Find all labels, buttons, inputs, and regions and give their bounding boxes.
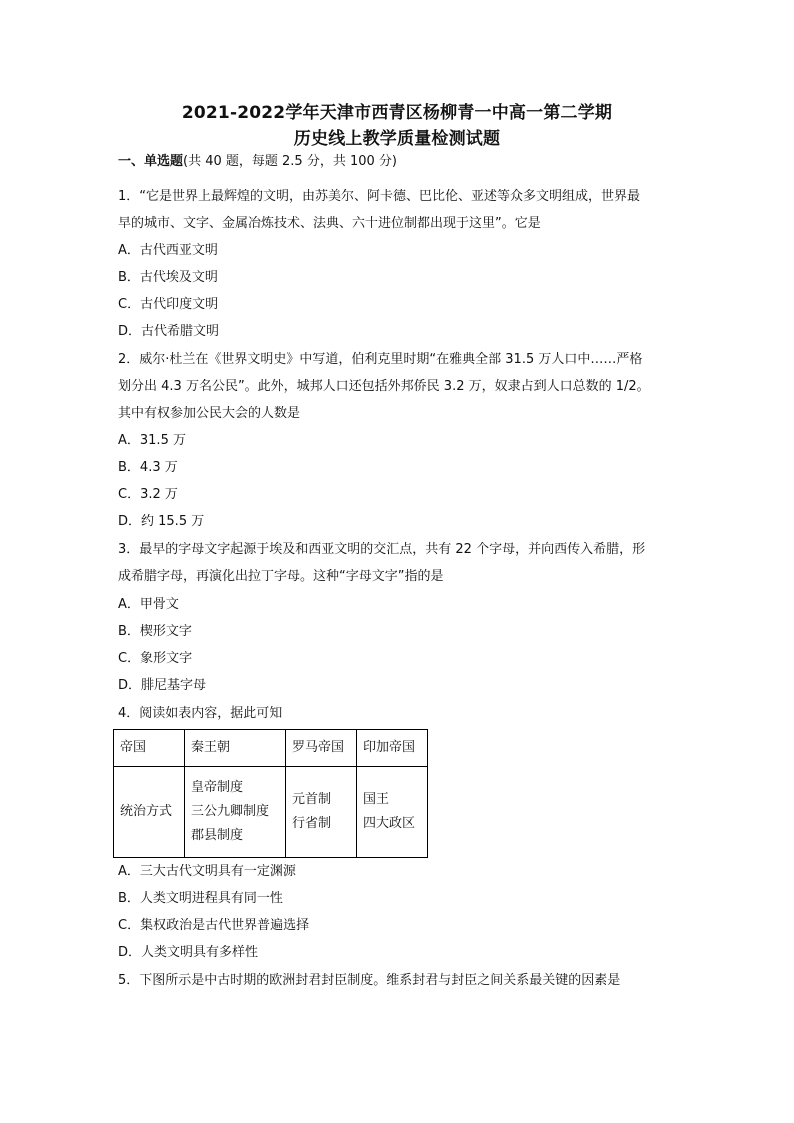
table-cell-line: 行省制 (292, 816, 332, 831)
question-3-option-a: A．甲骨文 (118, 597, 179, 612)
table-header-cell: 罗马帝国 (286, 730, 357, 767)
question-3-option-d: D．腓尼基字母 (118, 678, 207, 693)
table-cell-line: 三公九卿制度 (191, 804, 270, 819)
table-cell-line: 四大政区 (363, 816, 416, 831)
question-2-option-b: B．4.3 万 (118, 460, 178, 475)
question-1-option-a: A．古代西亚文明 (118, 243, 218, 258)
question-5-stem-line1: 5．下图所示是中古时期的欧洲封君封臣制度。维系封君与封臣之间关系最关键的因素是 (118, 973, 621, 988)
section-heading (118, 150, 397, 169)
question-3-option-c: C．象形文字 (118, 651, 193, 666)
exam-title-line2: 历史线上教学质量检测试题 (293, 129, 501, 149)
question-4-stem-line1: 4．阅读如表内容，据此可知 (118, 706, 283, 721)
question-3-stem-line2: 成希腊字母，再演化出拉丁字母。这种“字母文字”指的是 (118, 569, 444, 584)
question-2-option-c: C．3.2 万 (118, 487, 178, 502)
question-4-option-c: C．集权政治是古代世界普遍选择 (118, 918, 310, 933)
question-2-stem-line1: 2．威尔·杜兰在《世界文明史》中写道，伯利克里时期“在雅典全部 31.5 万人口中……严格 (118, 352, 643, 367)
question-4-option-a: A．三大古代文明具有一定渊源 (118, 864, 296, 879)
table-cell-rome (286, 767, 357, 858)
question-3-stem-line1: 3．最早的字母文字起源于埃及和西亚文明的交汇点，共有 22 个字母，并向西传入希腊，形 (118, 542, 646, 557)
question-4-option-b: B．人类文明进程具有同一性 (118, 891, 283, 906)
question-1-stem-line2: 早的城市、文字、金属冶炼技术、法典、六十进位制都出现于这里”。它是 (118, 216, 541, 231)
section-info: (共 40 题，每题 2.5 分，共 100 分) (183, 154, 397, 169)
table-cell-line: 元首制 (292, 792, 332, 807)
question-1-option-d: D．古代希腊文明 (118, 324, 220, 339)
table-header-cell: 帝国 (114, 730, 185, 767)
question-2-stem-line3: 其中有权参加公民大会的人数是 (118, 406, 301, 421)
empire-comparison-table (113, 729, 428, 858)
table-row (114, 767, 428, 858)
table-cell-inca (357, 767, 428, 858)
table-header-cell: 秦王朝 (185, 730, 286, 767)
table-header-row (114, 730, 428, 767)
table-cell-line: 皇帝制度 (191, 780, 244, 795)
question-4-option-d: D．人类文明具有多样性 (118, 945, 259, 960)
table-cell-line: 国王 (363, 792, 390, 807)
question-3-option-b: B．楔形文字 (118, 624, 192, 639)
question-2-stem-line2: 划分出 4.3 万名公民”。此外，城邦人口还包括外邦侨民 3.2 万，奴隶占到人口总数的 1/2。 (118, 379, 650, 394)
question-1-stem-line1: 1．“它是世界上最辉煌的文明，由苏美尔、阿卡德、巴比伦、亚述等众多文明组成，世界最 (118, 189, 641, 204)
table-header-cell: 印加帝国 (357, 730, 428, 767)
exam-title-line1: 2021-2022学年天津市西青区杨柳青一中高一第二学期 (181, 103, 613, 123)
question-1-option-c: C．古代印度文明 (118, 297, 219, 312)
section-name: 一、单选题 (118, 154, 184, 169)
table-cell-line: 郡县制度 (191, 828, 244, 843)
table-row-label: 统治方式 (114, 767, 185, 858)
question-2-option-a: A．31.5 万 (118, 433, 186, 448)
question-2-option-d: D．约 15.5 万 (118, 514, 205, 529)
question-1-option-b: B．古代埃及文明 (118, 270, 218, 285)
table-cell-qin (185, 767, 286, 858)
